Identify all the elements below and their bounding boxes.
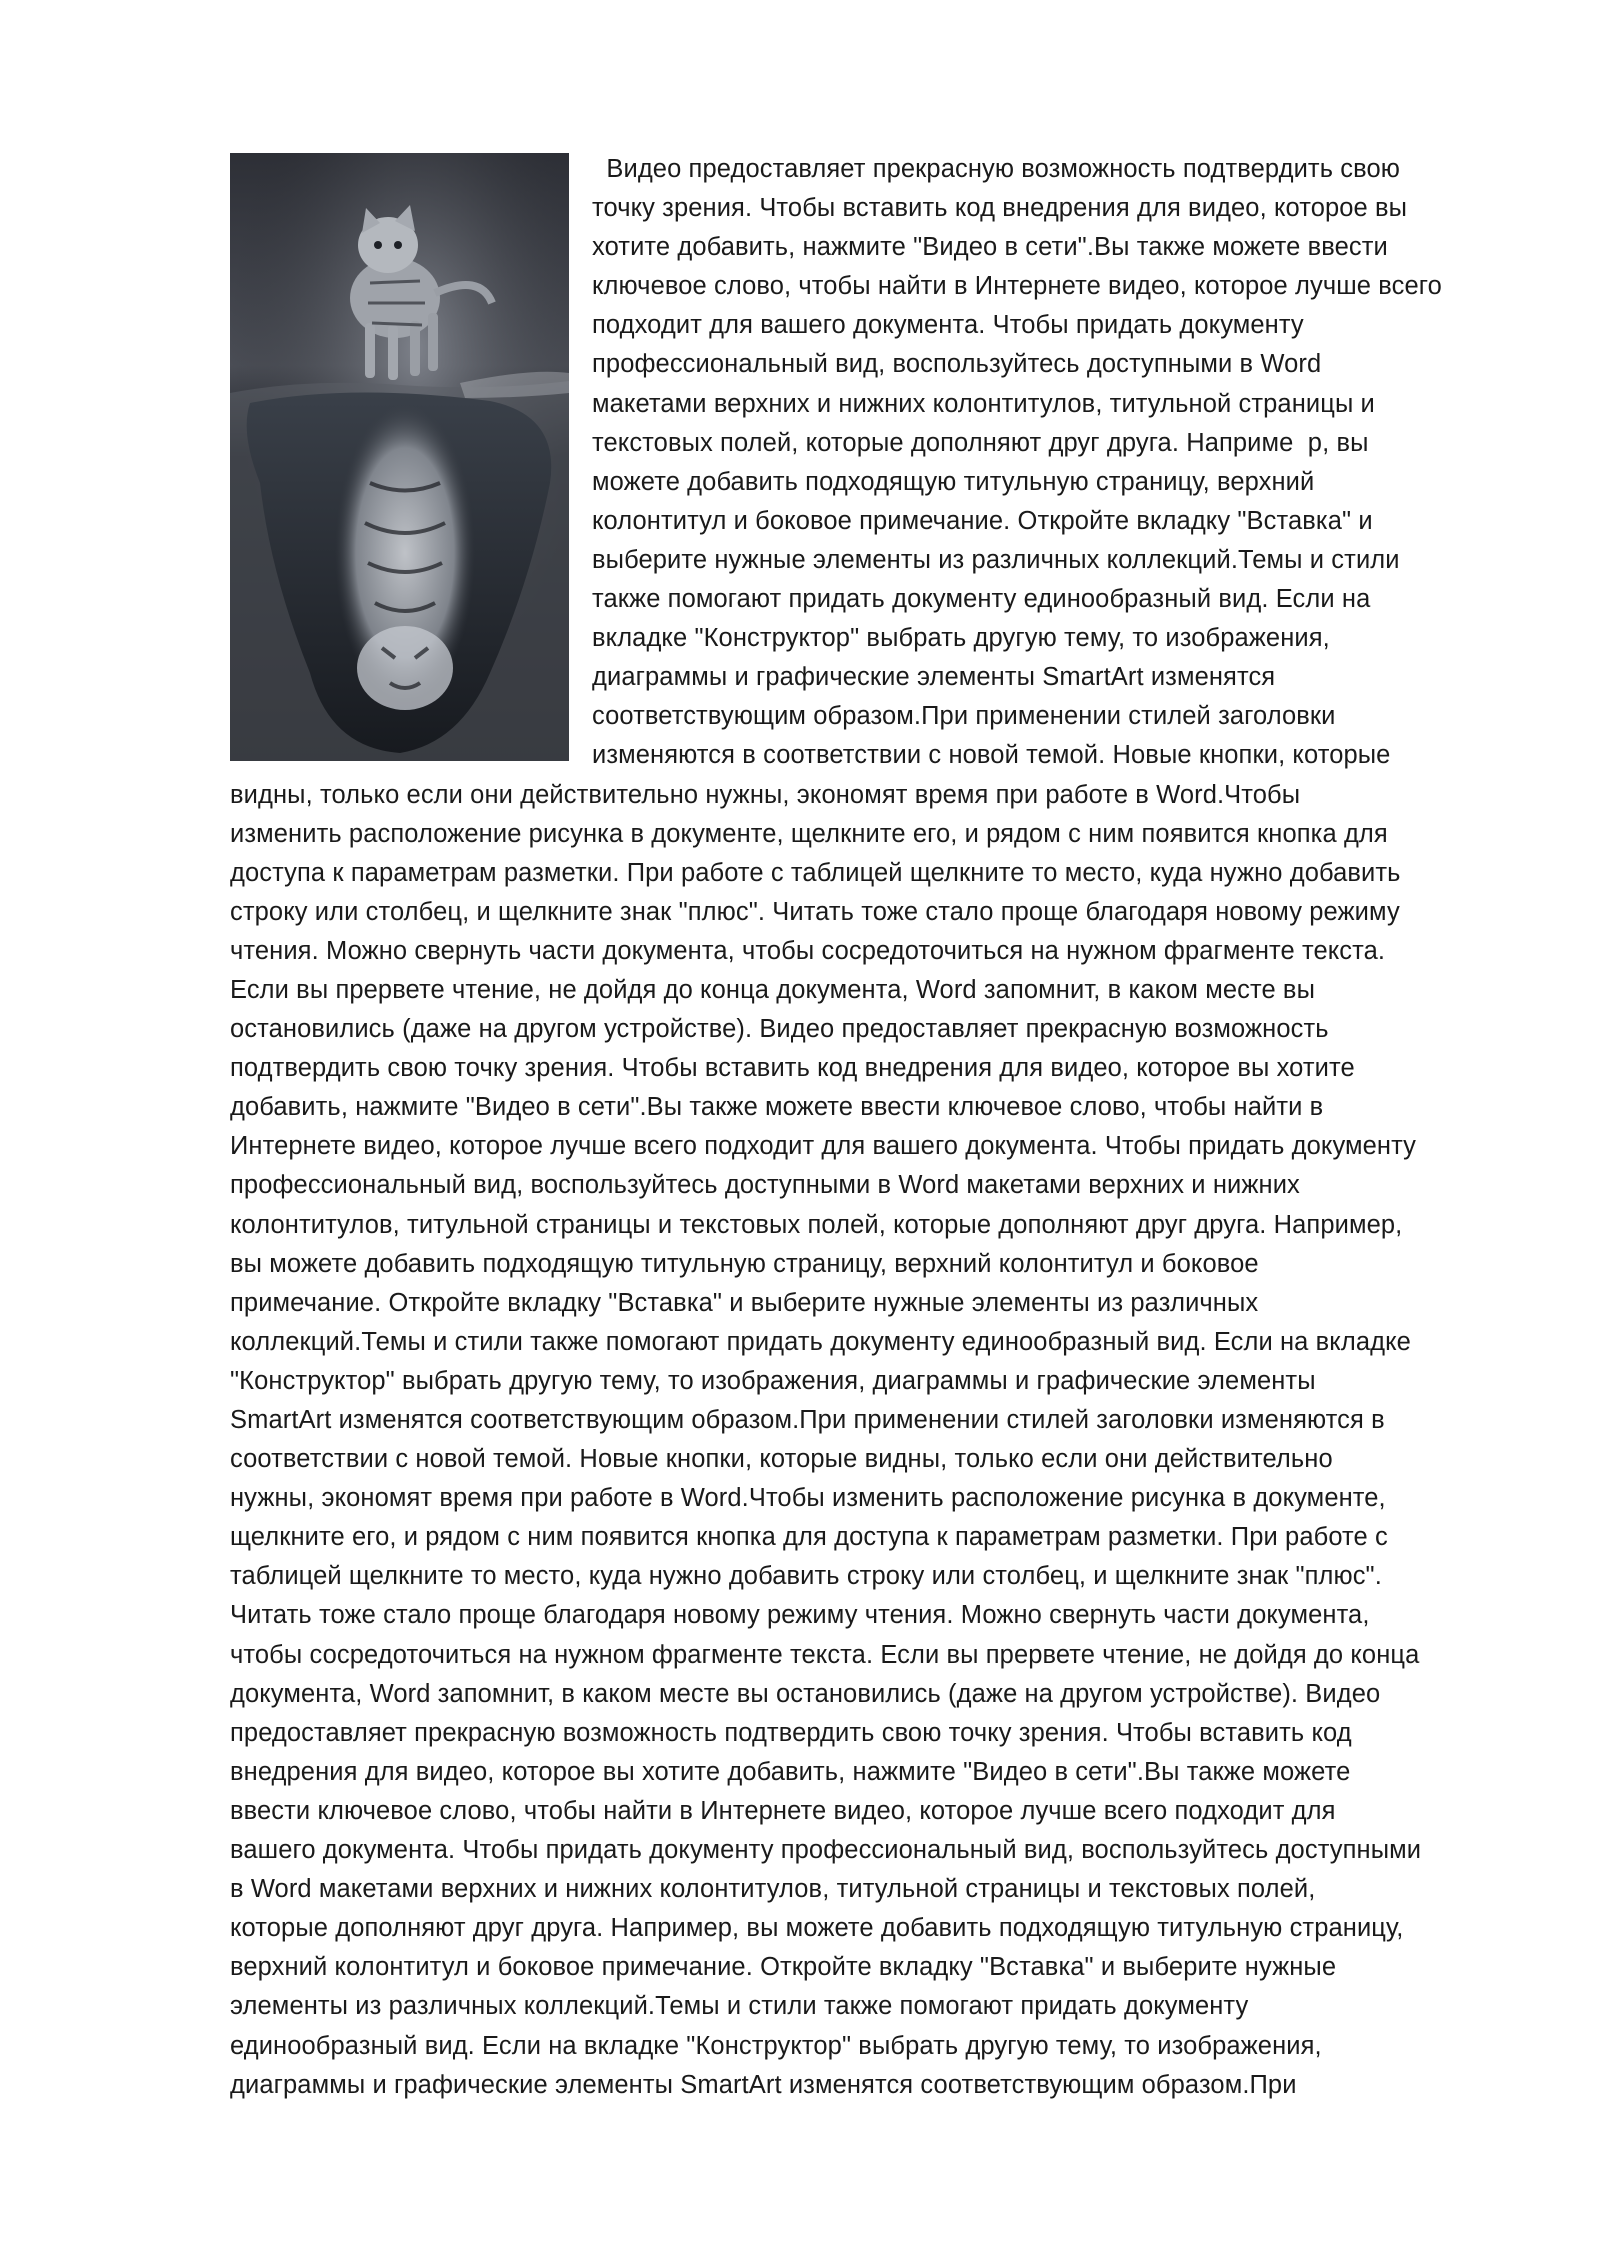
- paragraph-line: документа, Word запомнит, в каком месте вы остановились (даже на другом устройстве). Видео: [230, 1679, 1381, 1708]
- paragraph-line: ключевое слово, чтобы найти в Интернете видео, которое лучше всего: [592, 272, 1442, 301]
- paragraph-line: чтобы сосредоточиться на нужном фрагменте текста. Если вы прервете чтение, не дойдя до конца: [230, 1640, 1420, 1669]
- paragraph-line: внедрения для видео, которое вы хотите добавить, нажмите "Видео в сети".Вы также можете: [230, 1757, 1351, 1786]
- paragraph-line: текстовых полей, которые дополняют друг друга. Наприме р, вы: [592, 428, 1369, 457]
- paragraph-line: добавить, нажмите "Видео в сети".Вы также можете ввести ключевое слово, чтобы найти в: [230, 1093, 1324, 1122]
- paragraph-line: вкладке "Конструктор" выбрать другую тему, то изображения,: [592, 624, 1330, 653]
- paragraph-line: верхний колонтитул и боковое примечание. Откройте вкладку "Вставка" и выберите нужные: [230, 1953, 1337, 1982]
- paragraph-line: вы можете добавить подходящую титульную страницу, верхний колонтитул и боковое: [230, 1249, 1259, 1278]
- paragraph-line: ввести ключевое слово, чтобы найти в Интернете видео, которое лучше всего подходит для: [230, 1796, 1336, 1825]
- paragraph-line: чтения. Можно свернуть части документа, чтобы сосредоточиться на нужном фрагменте текста.: [230, 936, 1386, 965]
- paragraph-line: "Конструктор" выбрать другую тему, то изображения, диаграммы и графические элементы: [230, 1366, 1316, 1395]
- paragraph-line: подходит для вашего документа. Чтобы придать документу: [592, 311, 1304, 340]
- paragraph-line: которые дополняют друг друга. Например, вы можете добавить подходящую титульную страницу,: [230, 1914, 1404, 1943]
- paragraph-line: колонтитулов, титульной страницы и текстовых полей, которые дополняют друг друга. Например,: [230, 1210, 1403, 1239]
- paragraph-line: профессиональный вид, воспользуйтесь доступными в Word макетами верхних и нижних: [230, 1171, 1300, 1200]
- paragraph-line: щелкните его, и рядом с ним появится кнопка для доступа к параметрам разметки. При работе с: [230, 1523, 1388, 1552]
- paragraph-line: нужны, экономят время при работе в Word.Чтобы изменить расположение рисунка в документе,: [230, 1484, 1386, 1513]
- paragraph-line: хотите добавить, нажмите "Видео в сети".Вы также можете ввести: [592, 233, 1388, 262]
- paragraph-line: изменяются в соответствии с новой темой. Новые кнопки, которые: [592, 741, 1391, 770]
- paragraph-line: диаграммы и графические элементы SmartArt изменятся соответствующим образом.При: [230, 2070, 1297, 2099]
- paragraph-line: точку зрения. Чтобы вставить код внедрения для видео, которое вы: [592, 194, 1408, 223]
- paragraph-line: строку или столбец, и щелкните знак "плюс". Читать тоже стало проще благодаря новому режиму: [230, 897, 1400, 926]
- paragraph-line: в Word макетами верхних и нижних колонтитулов, титульной страницы и текстовых полей,: [230, 1875, 1316, 1904]
- paragraph-line: соответствии с новой темой. Новые кнопки, которые видны, только если они действительно: [230, 1445, 1333, 1474]
- paragraph-line: колонтитул и боковое примечание. Откройте вкладку "Вставка" и: [592, 506, 1373, 535]
- paragraph-line: SmartArt изменятся соответствующим образом.При применении стилей заголовки изменяются в: [230, 1406, 1385, 1434]
- paragraph-line: Интернете видео, которое лучше всего подходит для вашего документа. Чтобы придать документу: [230, 1132, 1417, 1161]
- body-text: [230, 150, 1500, 2105]
- paragraph-line: изменить расположение рисунка в документе, щелкните его, и рядом с ним появится кнопка для: [230, 819, 1388, 848]
- paragraph-line: остановились (даже на другом устройстве). Видео предоставляет прекрасную возможность: [230, 1015, 1329, 1044]
- paragraph-line: вашего документа. Чтобы придать документу профессиональный вид, воспользуйтесь доступными: [230, 1836, 1422, 1865]
- paragraph-line: можете добавить подходящую титульную страницу, верхний: [592, 467, 1315, 496]
- paragraph-line: профессиональный вид, воспользуйтесь доступными в Word: [592, 350, 1322, 379]
- paragraph-line: подтвердить свою точку зрения. Чтобы вставить код внедрения для видео, которое вы хотите: [230, 1054, 1355, 1083]
- paragraph-line: Видео предоставляет прекрасную возможность подтвердить свою: [592, 155, 1400, 183]
- paragraph-line: таблицей щелкните то место, куда нужно добавить строку или столбец, и щелкните знак "плюс".: [230, 1562, 1382, 1591]
- paragraph-line: видны, только если они действительно нужны, экономят время при работе в Word.Чтобы: [230, 780, 1301, 809]
- paragraph-line: диаграммы и графические элементы SmartArt изменятся: [592, 663, 1276, 692]
- paragraph-line: предоставляет прекрасную возможность подтвердить свою точку зрения. Чтобы вставить код: [230, 1718, 1352, 1747]
- paragraph-line: выберите нужные элементы из различных коллекций.Темы и стили: [592, 545, 1400, 574]
- paragraph-line: также помогают придать документу единообразный вид. Если на: [592, 585, 1371, 614]
- paragraph-line: соответствующим образом.При применении стилей заголовки: [592, 702, 1336, 731]
- paragraph-line: элементы из различных коллекций.Темы и стили также помогают придать документу: [230, 1992, 1249, 2021]
- paragraph-line: Если вы прервете чтение, не дойдя до конца документа, Word запомнит, в каком месте вы: [230, 975, 1316, 1004]
- paragraph-line: коллекций.Темы и стили также помогают придать документу единообразный вид. Если на вкладке: [230, 1327, 1411, 1356]
- paragraph-line: примечание. Откройте вкладку "Вставка" и выберите нужные элементы из различных: [230, 1288, 1259, 1317]
- paragraph-line: доступа к параметрам разметки. При работе с таблицей щелкните то место, куда нужно добавить: [230, 858, 1401, 887]
- paragraph-line: макетами верхних и нижних колонтитулов, титульной страницы и: [592, 389, 1375, 418]
- paragraph-line: единообразный вид. Если на вкладке "Конструктор" выбрать другую тему, то изображения,: [230, 2031, 1322, 2060]
- paragraph-line: Читать тоже стало проще благодаря новому режиму чтения. Можно свернуть части документа,: [230, 1601, 1370, 1630]
